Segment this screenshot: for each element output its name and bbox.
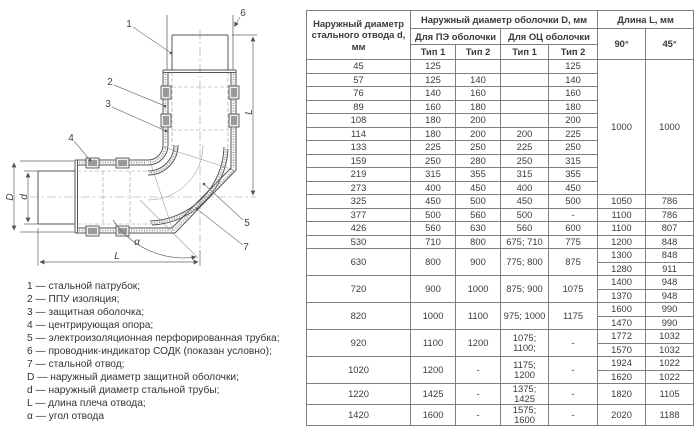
spec-table-header — [307, 11, 694, 60]
table-cell: 1924 — [598, 357, 646, 371]
callout-6: 6 — [240, 8, 246, 19]
spec-table — [306, 10, 694, 426]
dim-label-L-right: L — [244, 109, 255, 115]
header-angle-90: 90° — [598, 29, 646, 60]
table-cell: - — [456, 404, 501, 425]
table-cell: 200 — [501, 127, 549, 141]
legend-item-4: 4 — центрирующая опора; — [27, 320, 154, 331]
table-cell: 630 — [456, 222, 501, 236]
table-cell: 1375; 1425 — [501, 384, 549, 405]
table-cell — [501, 87, 549, 101]
table-cell: 786 — [646, 208, 694, 222]
table-row — [307, 208, 694, 222]
callout-7: 7 — [243, 242, 249, 253]
table-cell: 807 — [646, 222, 694, 236]
callout-2: 2 — [107, 77, 113, 88]
table-cell: 125 — [549, 60, 598, 74]
table-cell: - — [456, 384, 501, 405]
table-cell: 800 — [456, 235, 501, 249]
table-cell: 250 — [456, 141, 501, 155]
legend-item-3: 3 — защитная оболочка; — [27, 307, 145, 318]
table-row — [307, 60, 694, 74]
table-cell: 1000 — [411, 303, 456, 330]
header-angle-45: 45° — [646, 29, 694, 60]
table-cell: 1100 — [411, 330, 456, 357]
table-cell: 200 — [549, 114, 598, 128]
table-cell: 1200 — [456, 330, 501, 357]
table-cell: 875 — [549, 249, 598, 276]
table-cell: 45 — [307, 60, 411, 74]
table-cell: 560 — [411, 222, 456, 236]
table-cell: 250 — [501, 154, 549, 168]
table-cell: 400 — [501, 181, 549, 195]
table-row — [307, 384, 694, 405]
table-cell: 140 — [411, 87, 456, 101]
table-cell: 125 — [411, 73, 456, 87]
table-cell: 875; 900 — [501, 276, 549, 303]
table-cell: 630 — [307, 249, 411, 276]
elbow-diagram — [0, 0, 300, 275]
table-cell: 180 — [411, 127, 456, 141]
table-row — [307, 404, 694, 425]
table-row — [307, 222, 694, 236]
table-cell: 720 — [307, 276, 411, 303]
table-cell: 1032 — [646, 330, 694, 344]
table-cell: 1575; 1600 — [501, 404, 549, 425]
table-cell: 1400 — [598, 276, 646, 290]
table-cell: 990 — [646, 316, 694, 330]
table-cell: 89 — [307, 100, 411, 114]
table-cell: 1300 — [598, 249, 646, 263]
table-cell: 1022 — [646, 370, 694, 384]
header-length-group: Длина L, мм — [598, 11, 694, 29]
table-cell: 1600 — [598, 303, 646, 317]
header-oc-type1: Тип 1 — [501, 45, 549, 60]
table-row — [307, 357, 694, 371]
table-cell: 200 — [456, 127, 501, 141]
elbow-drawing — [0, 0, 300, 275]
table-cell: 786 — [646, 195, 694, 209]
hidden-lines-horizontal — [77, 171, 158, 224]
table-cell: 920 — [307, 330, 411, 357]
table-cell: 180 — [411, 114, 456, 128]
dim-label-d: d — [19, 194, 30, 200]
table-cell: - — [549, 404, 598, 425]
table-cell: 355 — [456, 168, 501, 182]
legend-item-6: 6 — проводник-индикатор СОДК (показан условно); — [27, 346, 272, 357]
table-cell: 315 — [549, 154, 598, 168]
table-cell: 225 — [411, 141, 456, 155]
table-cell — [501, 73, 549, 87]
table-cell: 500 — [411, 208, 456, 222]
table-cell: 2020 — [598, 404, 646, 425]
table-cell: 1050 — [598, 195, 646, 209]
table-cell: 911 — [646, 262, 694, 276]
dim-label-L-bottom: L — [114, 251, 120, 262]
table-cell: - — [549, 384, 598, 405]
callout-5: 5 — [244, 218, 250, 229]
table-cell — [501, 60, 549, 74]
table-cell: 948 — [646, 276, 694, 290]
table-cell: 800 — [411, 249, 456, 276]
legend-item-1: 1 — стальной патрубок; — [27, 281, 141, 292]
table-cell: 450 — [456, 181, 501, 195]
table-cell: 975; 1000 — [501, 303, 549, 330]
table-cell: 133 — [307, 141, 411, 155]
table-cell: 450 — [411, 195, 456, 209]
table-cell: 400 — [411, 181, 456, 195]
table-cell: 108 — [307, 114, 411, 128]
legend-item-2: 2 — ППУ изоляция; — [27, 294, 120, 305]
table-cell: 1772 — [598, 330, 646, 344]
table-cell: 848 — [646, 249, 694, 263]
table-cell: 710 — [411, 235, 456, 249]
table-cell: 225 — [549, 127, 598, 141]
table-cell: - — [456, 357, 501, 384]
legend-item-alpha: α — угол отвода — [27, 411, 104, 422]
table-cell: 1175 — [549, 303, 598, 330]
table-cell: 600 — [549, 222, 598, 236]
table-cell: 530 — [307, 235, 411, 249]
legend — [27, 280, 280, 423]
table-cell: 355 — [549, 168, 598, 182]
table-cell: 1620 — [598, 370, 646, 384]
table-cell: 1020 — [307, 357, 411, 384]
table-cell: 1175; 1200 — [501, 357, 549, 384]
table-cell: 57 — [307, 73, 411, 87]
table-row — [307, 330, 694, 344]
table-row — [307, 249, 694, 263]
legend-item-d: d — наружный диаметр стальной трубы; — [27, 385, 220, 396]
table-cell — [501, 100, 549, 114]
table-cell: 675; 710 — [501, 235, 549, 249]
table-cell: 325 — [307, 195, 411, 209]
table-cell: 500 — [549, 195, 598, 209]
table-cell: 900 — [411, 276, 456, 303]
table-cell: 1470 — [598, 316, 646, 330]
table-cell: 140 — [456, 73, 501, 87]
table-cell: 315 — [411, 168, 456, 182]
table-cell: 1570 — [598, 343, 646, 357]
steel-pipe-horizontal — [38, 171, 75, 224]
centerlines — [30, 30, 256, 250]
table-cell: 1075; 1100; — [501, 330, 549, 357]
table-cell — [501, 114, 549, 128]
table-cell: 560 — [501, 222, 549, 236]
table-cell: 1425 — [411, 384, 456, 405]
table-cell: 225 — [501, 141, 549, 155]
table-cell: 280 — [456, 154, 501, 168]
table-cell: 1600 — [411, 404, 456, 425]
table-cell: 1100 — [598, 208, 646, 222]
table-cell: 159 — [307, 154, 411, 168]
header-oc-shell: Для ОЦ оболочки — [501, 29, 598, 45]
header-pe-type2: Тип 2 — [456, 45, 501, 60]
callout-1: 1 — [126, 19, 132, 30]
table-cell: - — [549, 208, 598, 222]
table-row — [307, 235, 694, 249]
table-cell: 1280 — [598, 262, 646, 276]
table-cell: 500 — [501, 208, 549, 222]
dim-label-D: D — [5, 193, 16, 201]
table-cell: 160 — [456, 87, 501, 101]
table-row — [307, 303, 694, 317]
table-cell: 1032 — [646, 343, 694, 357]
table-cell: 1188 — [646, 404, 694, 425]
table-cell: 114 — [307, 127, 411, 141]
table-cell: 377 — [307, 208, 411, 222]
table-cell: 273 — [307, 181, 411, 195]
table-cell: 1105 — [646, 384, 694, 405]
legend-item-D: D — наружный диаметр защитной оболочки; — [27, 372, 239, 383]
table-cell: 1100 — [456, 303, 501, 330]
table-cell: 250 — [549, 141, 598, 155]
table-cell: 1022 — [646, 357, 694, 371]
callout-3: 3 — [105, 99, 111, 110]
legend-item-L: L — длина плеча отвода; — [27, 398, 146, 409]
table-cell: 200 — [456, 114, 501, 128]
table-cell: 848 — [646, 235, 694, 249]
table-cell: 1000 — [598, 60, 646, 195]
miter-seams — [148, 145, 234, 231]
header-oc-type2: Тип 2 — [549, 45, 598, 60]
table-cell: 450 — [501, 195, 549, 209]
table-cell: 1100 — [598, 222, 646, 236]
table-cell: 450 — [549, 181, 598, 195]
callout-leaders — [74, 17, 243, 245]
header-shell-diameter-group: Наружный диаметр оболочки D, мм — [411, 11, 598, 29]
elbow-bend — [148, 145, 236, 233]
table-cell: 948 — [646, 289, 694, 303]
table-cell — [456, 60, 501, 74]
table-cell: 990 — [646, 303, 694, 317]
spec-table-body — [307, 60, 694, 426]
table-cell: 180 — [549, 100, 598, 114]
header-steel-diameter: Наружный диаметр стального отвода d, мм — [307, 11, 411, 60]
table-cell: 1075 — [549, 276, 598, 303]
table-cell: 315 — [501, 168, 549, 182]
table-cell: 1370 — [598, 289, 646, 303]
table-cell: 250 — [411, 154, 456, 168]
table-cell: 1200 — [598, 235, 646, 249]
table-cell: 820 — [307, 303, 411, 330]
table-cell: 775; 800 — [501, 249, 549, 276]
header-pe-shell: Для ПЭ оболочки — [411, 29, 501, 45]
legend-item-7: 7 — стальной отвод; — [27, 359, 125, 370]
table-cell: 500 — [456, 195, 501, 209]
table-cell: 125 — [411, 60, 456, 74]
table-cell: 140 — [549, 73, 598, 87]
table-cell: - — [549, 330, 598, 357]
table-cell: 160 — [549, 87, 598, 101]
table-cell: 180 — [456, 100, 501, 114]
legend-item-5: 5 — электроизоляционная перфорированная трубка; — [27, 333, 280, 344]
table-row — [307, 276, 694, 290]
dim-label-alpha: α — [134, 237, 140, 248]
table-cell: 426 — [307, 222, 411, 236]
table-cell: 160 — [411, 100, 456, 114]
table-cell: 775 — [549, 235, 598, 249]
table-cell: 76 — [307, 87, 411, 101]
callout-4: 4 — [68, 133, 74, 144]
table-cell: 560 — [456, 208, 501, 222]
table-cell: - — [549, 357, 598, 384]
table-cell: 1220 — [307, 384, 411, 405]
table-cell: 1420 — [307, 404, 411, 425]
table-cell: 900 — [456, 249, 501, 276]
table-cell: 1000 — [456, 276, 501, 303]
table-cell: 219 — [307, 168, 411, 182]
table-row — [307, 195, 694, 209]
table-cell: 1200 — [411, 357, 456, 384]
table-cell: 1820 — [598, 384, 646, 405]
table-cell: 1000 — [646, 60, 694, 195]
header-pe-type1: Тип 1 — [411, 45, 456, 60]
